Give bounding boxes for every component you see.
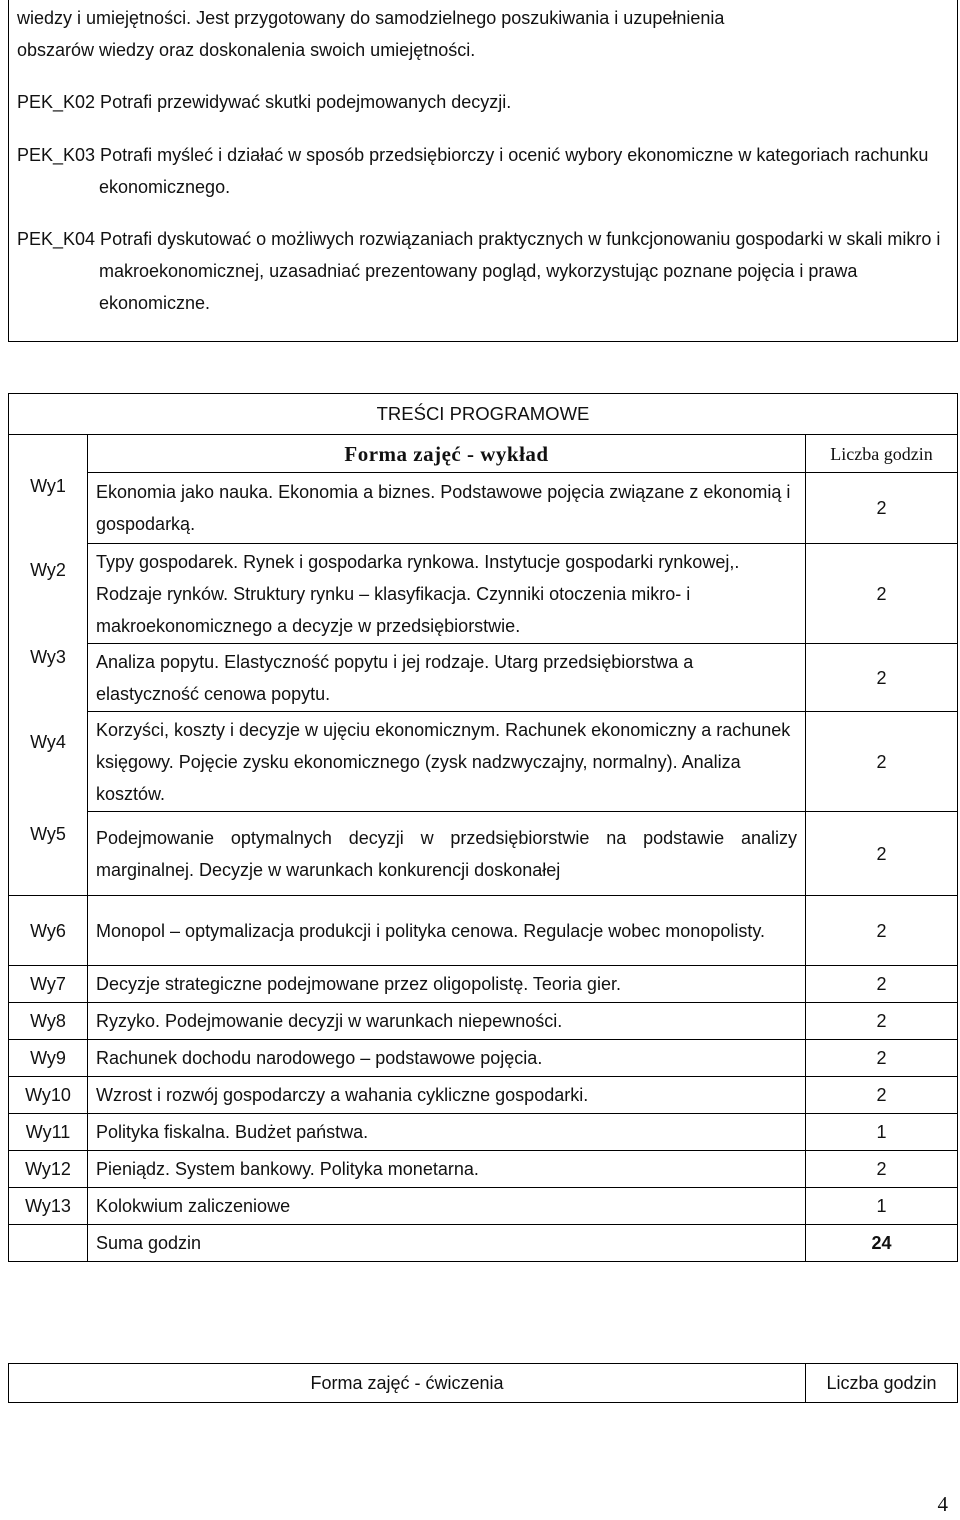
program-table xyxy=(8,393,958,1262)
sum-id-cell xyxy=(9,1225,88,1262)
row-id: Wy11 xyxy=(9,1114,88,1151)
row-id: Wy12 xyxy=(9,1151,88,1188)
row-hours: 2 xyxy=(805,1077,957,1114)
page-number: 4 xyxy=(937,1492,948,1516)
row-description: Analiza popytu. Elastyczność popytu i jej rodzaje. Utarg przedsiębiorstwa a elastyczność cenowa popytu. xyxy=(88,644,806,712)
row-id: Wy5 xyxy=(30,824,66,844)
row-description: Pieniądz. System bankowy. Polityka monetarna. xyxy=(88,1151,806,1188)
row-hours: 2 xyxy=(805,473,957,544)
row-hours: 2 xyxy=(805,1151,957,1188)
row-description: Rachunek dochodu narodowego – podstawowe pojęcia. xyxy=(88,1040,806,1077)
row-id: Wy4 xyxy=(30,732,66,752)
row-id: Wy9 xyxy=(9,1040,88,1077)
program-title: TREŚCI PROGRAMOWE xyxy=(9,394,958,435)
row-hours: 2 xyxy=(805,896,957,966)
row-id: Wy3 xyxy=(30,647,66,667)
row-description: Ryzyko. Podejmowanie decyzji w warunkach niepewności. xyxy=(88,1003,806,1040)
row-description: Ekonomia jako nauka. Ekonomia a biznes. Podstawowe pojęcia związane z ekonomią i gospodarką. xyxy=(88,473,806,544)
exercises-table xyxy=(8,1363,958,1403)
row-id: Wy6 xyxy=(9,896,88,966)
learning-outcomes-box xyxy=(8,0,958,342)
outcome-k03: PEK_K03 Potrafi myśleć i działać w sposób przedsiębiorczy i ocenić wybory ekonomiczne w kategoriach rachunku ekonomicznego. xyxy=(17,145,929,197)
row-hours: 1 xyxy=(805,1188,957,1225)
hours-column-title: Liczba godzin xyxy=(805,435,957,473)
intro-line-1: wiedzy i umiejętności. Jest przygotowany do samodzielnego poszukiwania i uzupełnienia xyxy=(17,8,725,28)
row-id: Wy10 xyxy=(9,1077,88,1114)
row-id: Wy7 xyxy=(9,966,88,1003)
exercises-form-title: Forma zajęć - ćwiczenia xyxy=(9,1364,806,1403)
row-description: Decyzje strategiczne podejmowane przez oligopolistę. Teoria gier. xyxy=(88,966,806,1003)
row-hours: 2 xyxy=(805,812,957,896)
row-hours: 2 xyxy=(805,712,957,812)
lecture-form-title: Forma zajęć - wykład xyxy=(88,435,806,473)
row-description: Podejmowanie optymalnych decyzji w przedsiębiorstwie na podstawie analizy marginalnej. Decyzje w warunkach konkurencji doskonałej xyxy=(88,812,806,896)
row-id: Wy2 xyxy=(30,560,66,580)
row-description: Wzrost i rozwój gospodarczy a wahania cykliczne gospodarki. xyxy=(88,1077,806,1114)
row-description: Monopol – optymalizacja produkcji i polityka cenowa. Regulacje wobec monopolisty. xyxy=(88,896,806,966)
id-column-block xyxy=(9,435,88,896)
exercises-hours-title: Liczba godzin xyxy=(806,1364,958,1403)
row-hours: 2 xyxy=(805,544,957,644)
row-description: Korzyści, koszty i decyzje w ujęciu ekonomicznym. Rachunek ekonomiczny a rachunek księgowy. Pojęcie zysku ekonomicznego (zysk nadzwyczajny, normalny). Analiza kosztów. xyxy=(88,712,806,812)
row-hours: 1 xyxy=(805,1114,957,1151)
outcome-k02: PEK_K02 Potrafi przewidywać skutki podejmowanych decyzji. xyxy=(17,92,512,112)
row-id: Wy1 xyxy=(30,476,66,496)
row-id: Wy13 xyxy=(9,1188,88,1225)
intro-line-2: obszarów wiedzy oraz doskonalenia swoich umiejętności. xyxy=(17,40,476,60)
row-description: Polityka fiskalna. Budżet państwa. xyxy=(88,1114,806,1151)
row-hours: 2 xyxy=(805,1003,957,1040)
row-id: Wy8 xyxy=(9,1003,88,1040)
sum-label: Suma godzin xyxy=(88,1225,806,1262)
sum-value: 24 xyxy=(805,1225,957,1262)
row-description: Kolokwium zaliczeniowe xyxy=(88,1188,806,1225)
outcome-k04: PEK_K04 Potrafi dyskutować o możliwych rozwiązaniach praktycznych w funkcjonowaniu gospodarki w skali mikro i makroekonomicznej, uzasadniać prezentowany pogląd, wykorzystując poznane pojęcia i prawa ekonomiczne. xyxy=(17,229,941,313)
row-hours: 2 xyxy=(805,1040,957,1077)
row-description: Typy gospodarek. Rynek i gospodarka rynkowa. Instytucje gospodarki rynkowej,. Rodzaje rynków. Struktury rynku – klasyfikacja. Czynniki otoczenia mikro- i makroekonomicznego a decyzje w przedsiębiorstwie. xyxy=(88,544,806,644)
row-hours: 2 xyxy=(805,966,957,1003)
row-hours: 2 xyxy=(805,644,957,712)
